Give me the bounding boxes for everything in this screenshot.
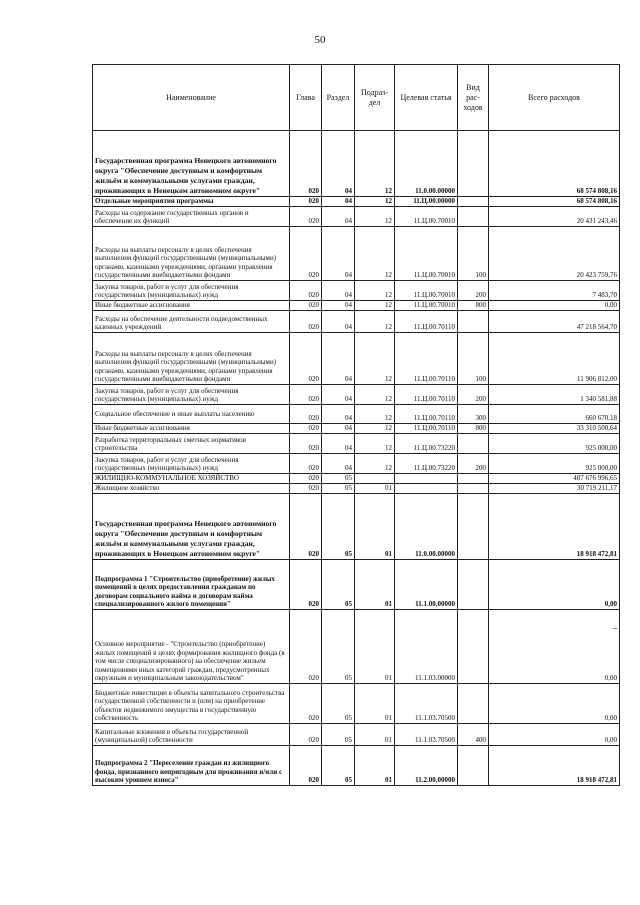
row-subsection: 12 [355, 207, 395, 227]
row-total: 0,00 [489, 610, 620, 684]
row-chapter: 020 [290, 560, 322, 610]
row-target: 11.Ц.00.00000 [395, 197, 458, 207]
row-target: 11.Ц.00.70010 [395, 301, 458, 311]
row-subsection: 12 [355, 385, 395, 405]
row-name: Жилищное хозяйство [93, 484, 290, 494]
row-subsection: 01 [355, 684, 395, 724]
row-section: 04 [322, 197, 355, 207]
table-row [93, 484, 620, 494]
row-type: 200 [458, 385, 489, 405]
row-target: 11.0.00.00000 [395, 494, 458, 560]
row-subsection: 01 [355, 724, 395, 746]
row-total: 47 218 564,70 [489, 311, 620, 333]
row-target: 11.Ц.00.70010 [395, 281, 458, 301]
table-row [93, 474, 620, 484]
row-target: 11.0.00.00000 [395, 131, 458, 197]
row-total: 68 574 808,16 [489, 131, 620, 197]
table-row [93, 746, 620, 786]
row-subsection: 12 [355, 311, 395, 333]
row-section: 05 [322, 684, 355, 724]
row-type [458, 494, 489, 560]
row-target: 11.1.03.70500 [395, 684, 458, 724]
row-section: 04 [322, 207, 355, 227]
row-total: 0,00 [489, 560, 620, 610]
header-name: Наименование [93, 65, 290, 131]
row-chapter: 020 [290, 227, 322, 281]
table-row [93, 385, 620, 405]
header-type: Вид рас-ходов [458, 65, 489, 131]
table-row [93, 454, 620, 474]
table-row [93, 207, 620, 227]
row-subsection: 01 [355, 610, 395, 684]
row-target [395, 484, 458, 494]
row-total: 0,00 [489, 724, 620, 746]
table-row [93, 197, 620, 207]
row-chapter: 020 [290, 197, 322, 207]
row-section: 04 [322, 227, 355, 281]
row-total: 487 676 996,65 [489, 474, 620, 484]
row-section: 05 [322, 746, 355, 786]
table-row [93, 281, 620, 301]
row-name: Государственная программа Ненецкого автономного округа "Обеспечение доступным и комфортным жильём и коммунальными услугами граждан, проживающих в Ненецком автономном округе" [93, 494, 290, 560]
row-name: Основное мероприятие - "Строительство (приобретение) жилых помещений в целях формирования жилищного фонда (в том числе специализированного) на обеспечение жильем помещениями иных категорий граждан, предусмотренных окружным и муниципальным законодательством" [93, 610, 290, 684]
row-section: 04 [322, 281, 355, 301]
row-subsection: 01 [355, 494, 395, 560]
row-total: 925 000,00 [489, 454, 620, 474]
row-type [458, 560, 489, 610]
row-total: 18 918 472,81 [489, 494, 620, 560]
table-row [93, 131, 620, 197]
row-chapter: 020 [290, 610, 322, 684]
row-section: 04 [322, 131, 355, 197]
row-name: ЖИЛИЩНО-КОММУНАЛЬНОЕ ХОЗЯЙСТВО [93, 474, 290, 484]
row-chapter: 020 [290, 746, 322, 786]
row-chapter: 020 [290, 424, 322, 434]
row-total: 0,00 [489, 301, 620, 311]
row-section: 05 [322, 724, 355, 746]
row-chapter: 020 [290, 474, 322, 484]
margin-mark [613, 628, 617, 629]
row-type [458, 311, 489, 333]
table-row [93, 434, 620, 454]
row-name: Социальное обеспечение и иные выплаты населению [93, 405, 290, 424]
row-chapter: 020 [290, 301, 322, 311]
row-target: 11.Ц.00.70110 [395, 424, 458, 434]
table-row [93, 227, 620, 281]
row-total: 33 310 500,64 [489, 424, 620, 434]
header-chapter: Глава [290, 65, 322, 131]
row-name: Расходы на выплаты персоналу в целях обеспечения выполнения функций государственными (муниципальными) органами, казенными учреждениями, органами управления государственными внебюджетными фондами [93, 227, 290, 281]
row-section: 04 [322, 434, 355, 454]
row-name: Подпрограмма 2 "Переселение граждан из жилищного фонда, признанного непригодным для проживания и/или с высоким уровнем износа" [93, 746, 290, 786]
row-name: Расходы на обеспечение деятельности подведомственных казенных учреждений [93, 311, 290, 333]
table-row [93, 724, 620, 746]
row-subsection: 12 [355, 227, 395, 281]
row-subsection: 12 [355, 405, 395, 424]
row-total: 18 918 472,81 [489, 746, 620, 786]
table-row [93, 610, 620, 684]
row-subsection: 01 [355, 560, 395, 610]
row-total: 1 340 581,88 [489, 385, 620, 405]
table-row [93, 684, 620, 724]
row-total: 7 483,70 [489, 281, 620, 301]
row-total: 660 670,18 [489, 405, 620, 424]
row-total: 20 431 243,46 [489, 207, 620, 227]
table-row [93, 405, 620, 424]
row-name: Закупка товаров, работ и услуг для обеспечения государственных (муниципальных) нужд [93, 281, 290, 301]
row-chapter: 020 [290, 311, 322, 333]
row-chapter: 020 [290, 434, 322, 454]
row-section: 05 [322, 474, 355, 484]
row-type: 100 [458, 227, 489, 281]
row-section: 04 [322, 333, 355, 385]
row-type [458, 207, 489, 227]
row-total: 20 423 759,76 [489, 227, 620, 281]
header-subsection: Подраз-дел [355, 65, 395, 131]
row-subsection: 12 [355, 131, 395, 197]
table-row [93, 560, 620, 610]
row-chapter: 020 [290, 207, 322, 227]
row-type: 200 [458, 454, 489, 474]
row-type: 100 [458, 333, 489, 385]
row-type: 400 [458, 724, 489, 746]
row-section: 05 [322, 484, 355, 494]
row-subsection: 12 [355, 454, 395, 474]
row-section: 05 [322, 610, 355, 684]
table-row [93, 333, 620, 385]
page-number: 50 [314, 34, 326, 46]
row-chapter: 020 [290, 684, 322, 724]
row-target: 11.1.03.00000 [395, 610, 458, 684]
row-type [458, 746, 489, 786]
row-name: Расходы на содержание государственных органов и обеспечение их функций [93, 207, 290, 227]
row-type: 800 [458, 424, 489, 434]
row-target: 11.2.00.00000 [395, 746, 458, 786]
row-type [458, 131, 489, 197]
row-chapter: 020 [290, 131, 322, 197]
header-row [93, 65, 620, 131]
row-section: 04 [322, 424, 355, 434]
row-chapter: 020 [290, 281, 322, 301]
row-subsection: 12 [355, 301, 395, 311]
row-target: 11.Ц.00.73220 [395, 434, 458, 454]
row-name: Расходы на выплаты персоналу в целях обеспечения выполнения функций государственными (муниципальными) органами, казенными учреждениями, органами управления государственными внебюджетными фондами [93, 333, 290, 385]
row-total: 30 719 211,17 [489, 484, 620, 494]
row-subsection: 01 [355, 746, 395, 786]
row-name: Бюджетные инвестиции в объекты капитального строительства государственной собственности и (или) на приобретение объектов недвижимого имущества в государственную собственность [93, 684, 290, 724]
budget-table [92, 64, 620, 786]
row-name: Отдельные мероприятия программы [93, 197, 290, 207]
table-row [93, 424, 620, 434]
row-chapter: 020 [290, 494, 322, 560]
row-section: 05 [322, 494, 355, 560]
row-type [458, 197, 489, 207]
row-total: 925 000,00 [489, 434, 620, 454]
row-type: 300 [458, 405, 489, 424]
row-chapter: 020 [290, 405, 322, 424]
row-chapter: 020 [290, 724, 322, 746]
table-row [93, 494, 620, 560]
row-type [458, 610, 489, 684]
header-total: Всего расходов [489, 65, 620, 131]
row-type: 800 [458, 301, 489, 311]
row-type [458, 684, 489, 724]
row-name: Закупка товаров, работ и услуг для обеспечения государственных (муниципальных) нужд [93, 454, 290, 474]
row-chapter: 020 [290, 454, 322, 474]
row-target: 11.Ц.00.70010 [395, 207, 458, 227]
row-target: 11.Ц.00.70110 [395, 405, 458, 424]
row-target: 11.Ц.00.70110 [395, 385, 458, 405]
row-total: 11 906 812,00 [489, 333, 620, 385]
row-section: 04 [322, 301, 355, 311]
row-target: 11.1.00.00000 [395, 560, 458, 610]
row-type [458, 474, 489, 484]
header-section: Раздел [322, 65, 355, 131]
row-subsection [355, 474, 395, 484]
row-subsection: 12 [355, 197, 395, 207]
row-subsection: 12 [355, 434, 395, 454]
table-row [93, 311, 620, 333]
row-chapter: 020 [290, 484, 322, 494]
row-total: 0,00 [489, 684, 620, 724]
row-target: 11.Ц.00.70110 [395, 333, 458, 385]
row-target: 11.Ц.00.70110 [395, 311, 458, 333]
row-type [458, 434, 489, 454]
row-target: 11.Ц.00.70010 [395, 227, 458, 281]
row-chapter: 020 [290, 333, 322, 385]
row-name: Закупка товаров, работ и услуг для обеспечения государственных (муниципальных) нужд [93, 385, 290, 405]
table-row [93, 301, 620, 311]
header-target: Целевая статья [395, 65, 458, 131]
row-target: 11.1.03.70500 [395, 724, 458, 746]
row-section: 04 [322, 454, 355, 474]
row-section: 04 [322, 311, 355, 333]
row-subsection: 12 [355, 424, 395, 434]
row-name: Иные бюджетные ассигнования [93, 301, 290, 311]
row-section: 05 [322, 560, 355, 610]
row-subsection: 12 [355, 281, 395, 301]
row-section: 04 [322, 385, 355, 405]
row-subsection: 01 [355, 484, 395, 494]
row-name: Подпрограмма 1 "Строительство (приобретение) жилых помещений в целях предоставления гражданам по договорам социального найма и договорам найма специализированного жилого помещения" [93, 560, 290, 610]
row-name: Разработка территориальных сметных нормативов строительства [93, 434, 290, 454]
row-name: Капитальные вложения в объекты государственной (муниципальной) собственности [93, 724, 290, 746]
row-name: Иные бюджетные ассигнования [93, 424, 290, 434]
row-chapter: 020 [290, 385, 322, 405]
row-target [395, 474, 458, 484]
row-type: 200 [458, 281, 489, 301]
row-subsection: 12 [355, 333, 395, 385]
row-type [458, 484, 489, 494]
row-name: Государственная программа Ненецкого автономного округа "Обеспечение доступным и комфортным жильём и коммунальными услугами граждан, проживающих в Ненецком автономном округе" [93, 131, 290, 197]
row-total: 68 574 808,16 [489, 197, 620, 207]
row-target: 11.Ц.00.73220 [395, 454, 458, 474]
row-section: 04 [322, 405, 355, 424]
